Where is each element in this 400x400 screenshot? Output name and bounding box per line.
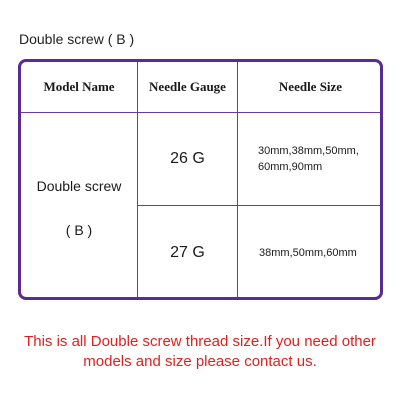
size-line: 30mm,38mm,50mm,	[258, 145, 359, 157]
header-needle-size: Needle Size	[278, 79, 343, 94]
notice-text	[0, 332, 400, 372]
size-cell-row-1	[238, 113, 383, 205]
size-line: 60mm,90mm	[258, 161, 323, 173]
header-model-name: Model Name	[43, 79, 115, 94]
size-line: 38mm,50mm,60mm	[259, 247, 357, 259]
size-cell-row-2	[238, 206, 383, 300]
model-name-cell: Double screw	[36, 178, 122, 194]
gauge-cell-row-1: 26 G	[170, 150, 205, 167]
gauge-cell-row-2: 27 G	[170, 244, 205, 261]
header-needle-gauge: Needle Gauge	[149, 79, 226, 94]
spec-table	[18, 59, 383, 300]
model-variant-cell: ( B )	[65, 222, 93, 238]
notice-line-1: This is all Double screw thread size.If you need other	[24, 333, 376, 350]
page-title: Double screw ( B )	[19, 31, 135, 47]
notice-line-2: models and size please contact us.	[83, 353, 317, 370]
